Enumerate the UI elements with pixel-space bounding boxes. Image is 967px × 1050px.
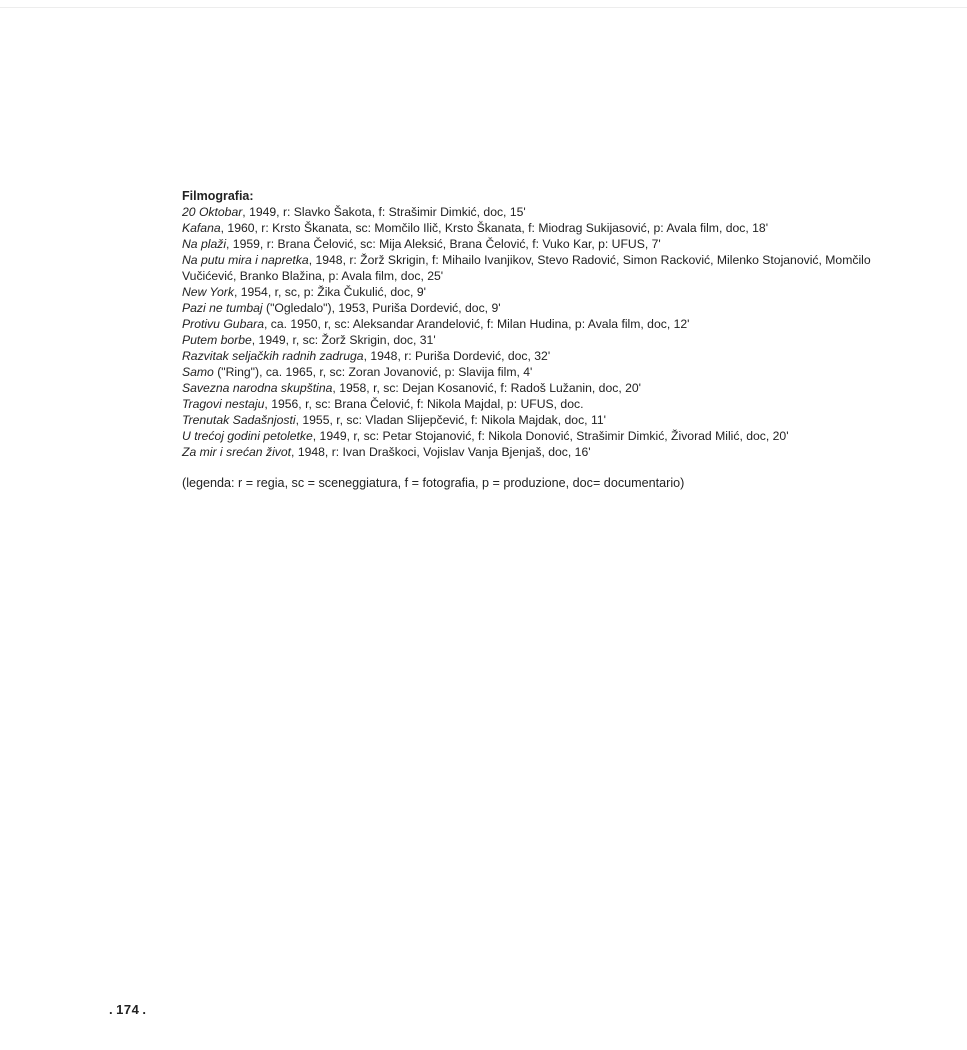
page-number: 174 bbox=[116, 1002, 140, 1017]
film-entry bbox=[182, 252, 902, 284]
film-entry bbox=[182, 412, 902, 428]
film-details: , 1955, r, sc: Vladan Slijepčević, f: Nikola Majdak, doc, 11' bbox=[295, 413, 606, 427]
film-title: Putem borbe bbox=[182, 333, 252, 347]
film-entry bbox=[182, 204, 902, 220]
film-title: 20 Oktobar bbox=[182, 205, 243, 219]
film-details: , 1948, r: Puriša Dordević, doc, 32' bbox=[363, 349, 551, 363]
film-details: ("Ring"), ca. 1965, r, sc: Zoran Jovanović, p: Slavija film, 4' bbox=[213, 365, 533, 379]
film-details: , 1949, r, sc: Petar Stojanović, f: Nikola Donović, Strašimir Dimkić, Živorad Milić, doc, 20' bbox=[312, 429, 789, 443]
film-title: Pazi ne tumbaj bbox=[182, 301, 263, 315]
film-title: Tragovi nestaju bbox=[182, 397, 265, 411]
film-title: U trećoj godini petoletke bbox=[182, 429, 313, 443]
film-entry bbox=[182, 300, 902, 316]
film-entry bbox=[182, 332, 902, 348]
film-details: , ca. 1950, r, sc: Aleksandar Arandelović, f: Milan Hudina, p: Avala film, doc, 12' bbox=[263, 317, 690, 331]
film-entry bbox=[182, 428, 902, 444]
filmography-heading: Filmografia: bbox=[182, 189, 254, 203]
page-number-block bbox=[106, 1002, 149, 1017]
film-entry bbox=[182, 316, 902, 332]
film-title: Protivu Gubara bbox=[182, 317, 264, 331]
film-entry bbox=[182, 220, 902, 236]
film-title: Za mir i srećan život bbox=[182, 445, 292, 459]
film-details: , 1949, r: Slavko Šakota, f: Strašimir Dimkić, doc, 15' bbox=[242, 205, 526, 219]
page-number-dot-right: . bbox=[142, 1002, 147, 1017]
film-details: , 1958, r, sc: Dejan Kosanović, f: Radoš Lužanin, doc, 20' bbox=[332, 381, 641, 395]
scan-edge-line bbox=[0, 7, 967, 8]
film-entry bbox=[182, 380, 902, 396]
film-entry bbox=[182, 348, 902, 364]
film-details: , 1949, r, sc: Žorž Skrigin, doc, 31' bbox=[251, 333, 436, 347]
film-title: New York bbox=[182, 285, 234, 299]
film-title: Trenutak Sadašnjosti bbox=[182, 413, 296, 427]
film-details: , 1948, r: Ivan Draškoci, Vojislav Vanja Bjenjaš, doc, 16' bbox=[291, 445, 591, 459]
film-title: Na putu mira i napretka bbox=[182, 253, 309, 267]
film-details: , 1956, r, sc: Brana Čelović, f: Nikola Majdal, p: UFUS, doc. bbox=[264, 397, 584, 411]
film-title: Na plaži bbox=[182, 237, 227, 251]
film-list bbox=[182, 204, 902, 460]
film-title: Savezna narodna skupština bbox=[182, 381, 333, 395]
film-title: Kafana bbox=[182, 221, 221, 235]
film-title: Razvitak seljačkih radnih zadruga bbox=[182, 349, 364, 363]
film-entry bbox=[182, 236, 902, 252]
film-details: , 1948, r: Žorž Skrigin, f: Mihailo Ivanjikov, Stevo Radović, Simon Racković, Milenko Stojanović, Momčilo Vučićević, Branko Blažina, p: Avala film, doc, 25' bbox=[182, 253, 871, 283]
film-details: , 1959, r: Brana Čelović, sc: Mija Aleksić, Brana Čelović, f: Vuko Kar, p: UFUS, 7' bbox=[226, 237, 661, 251]
film-entry bbox=[182, 396, 902, 412]
filmography-section bbox=[182, 188, 902, 504]
film-entry bbox=[182, 364, 902, 380]
film-title: Samo bbox=[182, 365, 214, 379]
page-number-dot-left: . bbox=[109, 1002, 114, 1017]
film-details: , 1960, r: Krsto Škanata, sc: Momčilo Ilič, Krsto Škanata, f: Miodrag Sukijasović, p: Avala film, doc, 18' bbox=[220, 221, 769, 235]
film-entry bbox=[182, 284, 902, 300]
film-details: ("Ogledalo"), 1953, Puriša Dordević, doc, 9' bbox=[262, 301, 501, 315]
film-details: , 1954, r, sc, p: Žika Čukulić, doc, 9' bbox=[233, 285, 426, 299]
legend-note: (legenda: r = regia, sc = sceneggiatura, f = fotografia, p = produzione, doc= documentario) bbox=[182, 476, 685, 490]
film-entry bbox=[182, 444, 902, 460]
